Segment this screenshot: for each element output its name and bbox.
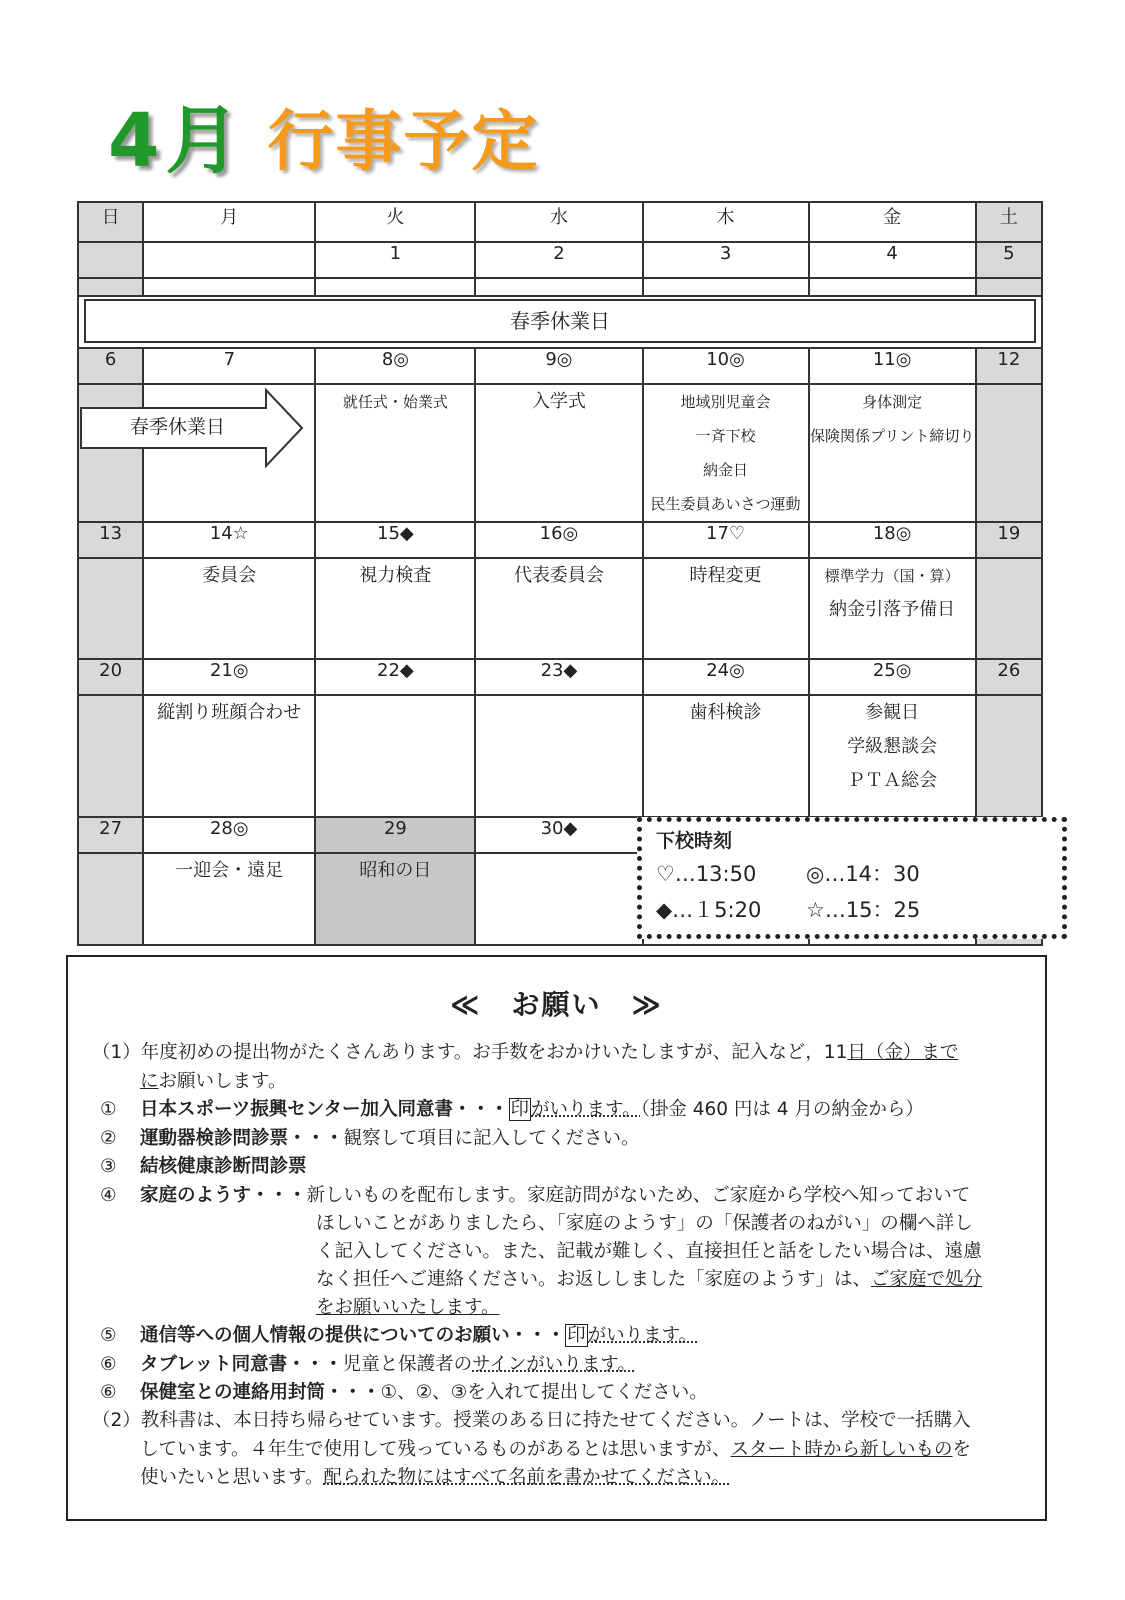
event-text: 代表委員会 bbox=[513, 565, 604, 586]
stamp-box: 印 bbox=[510, 1099, 530, 1120]
event-cell-wed bbox=[475, 853, 642, 945]
event-text: 一斉下校 bbox=[695, 427, 756, 445]
note-line bbox=[140, 1435, 971, 1464]
date-cell: 24◎ bbox=[643, 659, 809, 695]
week1-spacer-row bbox=[78, 278, 1042, 296]
event-cell-wed bbox=[475, 384, 642, 522]
stamp-box: 印 bbox=[567, 1325, 586, 1346]
note-line: ほしいことがありましたら、「家庭のようす」の「保護者のねがい」の欄へ詳し bbox=[316, 1213, 973, 1234]
note-line bbox=[140, 1463, 730, 1492]
date-cell: 28◎ bbox=[143, 817, 315, 853]
date-cell: 13 bbox=[78, 522, 143, 558]
note-bold: 結核健康診断問診票 bbox=[140, 1156, 307, 1177]
note-bold: 通信等への個人情報の提供についてのお願い・・・ bbox=[140, 1325, 566, 1346]
week1-banner-row bbox=[78, 296, 1042, 348]
note-num: ⑥ bbox=[100, 1354, 117, 1375]
empty-cell bbox=[976, 558, 1042, 659]
note-bold: 運動器検診問診票・・・ bbox=[140, 1128, 344, 1149]
note-text: を bbox=[952, 1439, 972, 1460]
event-text: 歯科検診 bbox=[689, 702, 762, 723]
date-cell: 14☆ bbox=[143, 522, 315, 558]
event-cell-fri bbox=[809, 384, 976, 522]
note-line: をお願いいたします。 bbox=[316, 1297, 500, 1318]
note-num: ① bbox=[100, 1099, 117, 1120]
event-text: 身体測定 bbox=[862, 393, 923, 411]
event-cell-tue bbox=[315, 695, 475, 817]
empty-cell bbox=[643, 278, 809, 296]
date-cell: 26 bbox=[976, 659, 1042, 695]
note-text: 観察して項目に記入してください。 bbox=[343, 1128, 640, 1149]
note-underlined: に bbox=[140, 1071, 159, 1092]
empty-cell bbox=[143, 278, 315, 296]
banner-cell bbox=[78, 296, 1042, 348]
event-text: 参観日 bbox=[865, 702, 920, 723]
note-line bbox=[316, 1265, 982, 1294]
event-cell-mon bbox=[143, 695, 315, 817]
date-cell: 8◎ bbox=[315, 348, 475, 384]
event-text: 納金引落予備日 bbox=[829, 599, 956, 620]
empty-cell bbox=[976, 695, 1042, 817]
date-cell: 15◆ bbox=[315, 522, 475, 558]
weekday-thu: 木 bbox=[643, 202, 809, 242]
event-text: 委員会 bbox=[202, 565, 257, 586]
date-cell: 12 bbox=[976, 348, 1042, 384]
week3-date-row bbox=[78, 522, 1042, 558]
date-cell: 27 bbox=[78, 817, 143, 853]
event-cell-fri bbox=[809, 558, 976, 659]
event-text: 納金日 bbox=[703, 461, 749, 479]
empty-cell bbox=[315, 278, 475, 296]
week4-date-row bbox=[78, 659, 1042, 695]
date-cell: 2 bbox=[475, 242, 642, 278]
date-cell: 10◎ bbox=[643, 348, 809, 384]
note-text: （1）年度初めの提出物がたくさんあります。お手数をおかけいたしますが、記入など，11 bbox=[92, 1042, 848, 1063]
note-underlined: スタート時から新しいもの bbox=[730, 1439, 953, 1460]
empty-cell bbox=[78, 853, 143, 945]
date-cell: 1 bbox=[315, 242, 475, 278]
event-cell-fri bbox=[809, 695, 976, 817]
note-text: しています。４年生で使用して残っているものがあるとは思いますが、 bbox=[140, 1439, 731, 1460]
week1-date-row bbox=[78, 242, 1042, 278]
note-line: く記入してください。また、記載が難しく、直接担任と話をしたい場合は、遠慮 bbox=[316, 1241, 982, 1262]
dismissal-heart: ♡…13:50 bbox=[656, 862, 757, 886]
note-text: 児童と保護者の bbox=[342, 1354, 473, 1375]
empty-cell bbox=[475, 278, 642, 296]
weekday-fri: 金 bbox=[809, 202, 976, 242]
week2-date-row bbox=[78, 348, 1042, 384]
note-text: お願いします。 bbox=[158, 1071, 287, 1092]
dismissal-title: 下校時刻 bbox=[656, 830, 733, 852]
note-text: なく担任へご連絡ください。お返ししました「家庭のようす」は、 bbox=[316, 1269, 872, 1290]
requests-heading: ≪ お願い ≫ bbox=[450, 988, 663, 1021]
empty-cell bbox=[78, 558, 143, 659]
event-cell-tue bbox=[315, 558, 475, 659]
note-line bbox=[100, 1095, 924, 1124]
event-cell-thu bbox=[643, 695, 809, 817]
event-text: 縦割り班顔合わせ bbox=[157, 702, 302, 723]
empty-cell bbox=[78, 695, 143, 817]
spring-break-banner: 春季休業日 bbox=[84, 299, 1036, 343]
date-cell: 11◎ bbox=[809, 348, 976, 384]
empty-cell bbox=[78, 278, 143, 296]
dismissal-double-circle: ◎…14：30 bbox=[806, 862, 920, 886]
weekday-sun: 日 bbox=[78, 202, 143, 242]
date-cell: 7 bbox=[143, 348, 315, 384]
dismissal-line bbox=[656, 856, 1048, 892]
date-cell: 16◎ bbox=[475, 522, 642, 558]
event-text: 学級懇談会 bbox=[847, 736, 938, 757]
weekday-header-row bbox=[78, 202, 1042, 242]
week4-event-row bbox=[78, 695, 1042, 817]
date-cell: 23◆ bbox=[475, 659, 642, 695]
page-title bbox=[108, 82, 540, 184]
event-text: 保険関係プリント締切り bbox=[809, 427, 975, 445]
note-line bbox=[100, 1350, 636, 1379]
note-underlined: 日（金）まで bbox=[847, 1042, 959, 1063]
note-num: ⑥ bbox=[100, 1382, 117, 1403]
event-cell-thu bbox=[643, 384, 809, 522]
note-num: ② bbox=[100, 1128, 117, 1149]
arrow-label: 春季休業日 bbox=[129, 416, 225, 438]
event-cell-tue bbox=[315, 853, 475, 945]
date-cell: 6 bbox=[78, 348, 143, 384]
note-underlined: がいります。 bbox=[531, 1099, 641, 1120]
note-bold: 家庭のようす・・・ bbox=[140, 1185, 307, 1206]
dismissal-time-box bbox=[637, 817, 1067, 939]
date-cell: 17♡ bbox=[643, 522, 809, 558]
date-cell: 18◎ bbox=[809, 522, 976, 558]
date-cell: 25◎ bbox=[809, 659, 976, 695]
date-cell: 29 bbox=[315, 817, 475, 853]
event-text: 民生委員あいさつ運動 bbox=[650, 495, 801, 513]
event-text: 入学式 bbox=[531, 391, 586, 412]
note-line bbox=[100, 1181, 970, 1210]
weekday-tue: 火 bbox=[315, 202, 475, 242]
note-text: 使いたいと思います。 bbox=[140, 1467, 324, 1488]
title-subtitle: 行事予定 bbox=[267, 102, 540, 180]
note-text: ①、②、③を入れて提出してください。 bbox=[380, 1382, 708, 1403]
dismissal-diamond: ◆…１5:20 bbox=[656, 898, 762, 922]
requests-section bbox=[66, 955, 1047, 1521]
note-num: ③ bbox=[100, 1156, 117, 1177]
event-cell-mon bbox=[143, 558, 315, 659]
note-num: ⑤ bbox=[100, 1325, 117, 1346]
week3-event-row bbox=[78, 558, 1042, 659]
note-text: 新しいものを配布します。家庭訪問がないため、ご家庭から学校へ知っておいて bbox=[306, 1185, 971, 1206]
note-underlined: ご家庭で処分 bbox=[871, 1269, 983, 1290]
note-bold: タブレット同意書・・・ bbox=[140, 1354, 343, 1375]
note-underlined: サインがいります。 bbox=[472, 1354, 636, 1375]
weekday-sat: 土 bbox=[976, 202, 1042, 242]
empty-cell bbox=[976, 278, 1042, 296]
title-month: 4月 bbox=[108, 98, 246, 184]
date-cell: 21◎ bbox=[143, 659, 315, 695]
note-text: （掛金 460 円は 4 月の納金から） bbox=[640, 1099, 924, 1120]
event-text: 視力検査 bbox=[359, 565, 432, 586]
date-cell: 9◎ bbox=[475, 348, 642, 384]
note-line: （2）教科書は、本日持ち帰らせています。授業のある日に持たせてください。ノートは、学校で一括購入 bbox=[92, 1410, 971, 1431]
event-text: 時程変更 bbox=[689, 565, 762, 586]
date-cell: 20 bbox=[78, 659, 143, 695]
note-bold: 保健室との連絡用封筒・・・ bbox=[140, 1382, 381, 1403]
note-line bbox=[100, 1321, 697, 1350]
event-cell-tue bbox=[315, 384, 475, 522]
note-line bbox=[100, 1378, 708, 1407]
note-bold: 日本スポーツ振興センター加入同意書・・・ bbox=[140, 1099, 509, 1120]
event-text: 昭和の日 bbox=[359, 860, 432, 881]
event-text: 地域別児童会 bbox=[680, 393, 771, 411]
event-text: ＰＴＡ総会 bbox=[847, 770, 938, 791]
event-cell-wed bbox=[475, 695, 642, 817]
dismissal-line bbox=[656, 892, 1048, 928]
note-underlined: 配られた物にはすべて名前を書かせてください。 bbox=[323, 1467, 731, 1488]
event-text: 一迎会・遠足 bbox=[175, 860, 284, 881]
date-cell: 22◆ bbox=[315, 659, 475, 695]
note-line bbox=[100, 1152, 307, 1181]
note-line bbox=[100, 1124, 640, 1153]
date-cell: 19 bbox=[976, 522, 1042, 558]
date-cell: 30◆ bbox=[475, 817, 642, 853]
note-num: ④ bbox=[100, 1185, 117, 1206]
event-cell-wed bbox=[475, 558, 642, 659]
empty-cell bbox=[809, 278, 976, 296]
date-cell: 4 bbox=[809, 242, 976, 278]
note-line bbox=[140, 1067, 287, 1096]
note-underlined: がいります。 bbox=[587, 1325, 698, 1346]
date-cell bbox=[143, 242, 315, 278]
date-cell: 5 bbox=[976, 242, 1042, 278]
weekday-wed: 水 bbox=[475, 202, 642, 242]
event-cell-mon bbox=[143, 853, 315, 945]
date-cell: 3 bbox=[643, 242, 809, 278]
date-cell bbox=[78, 242, 143, 278]
note-line bbox=[92, 1038, 958, 1067]
event-text: 就任式・始業式 bbox=[342, 393, 448, 411]
dismissal-star: ☆…15：25 bbox=[806, 898, 921, 922]
weekday-mon: 月 bbox=[143, 202, 315, 242]
empty-cell bbox=[976, 384, 1042, 522]
event-cell-thu bbox=[643, 558, 809, 659]
event-text: 標準学力（国・算） bbox=[824, 567, 960, 585]
